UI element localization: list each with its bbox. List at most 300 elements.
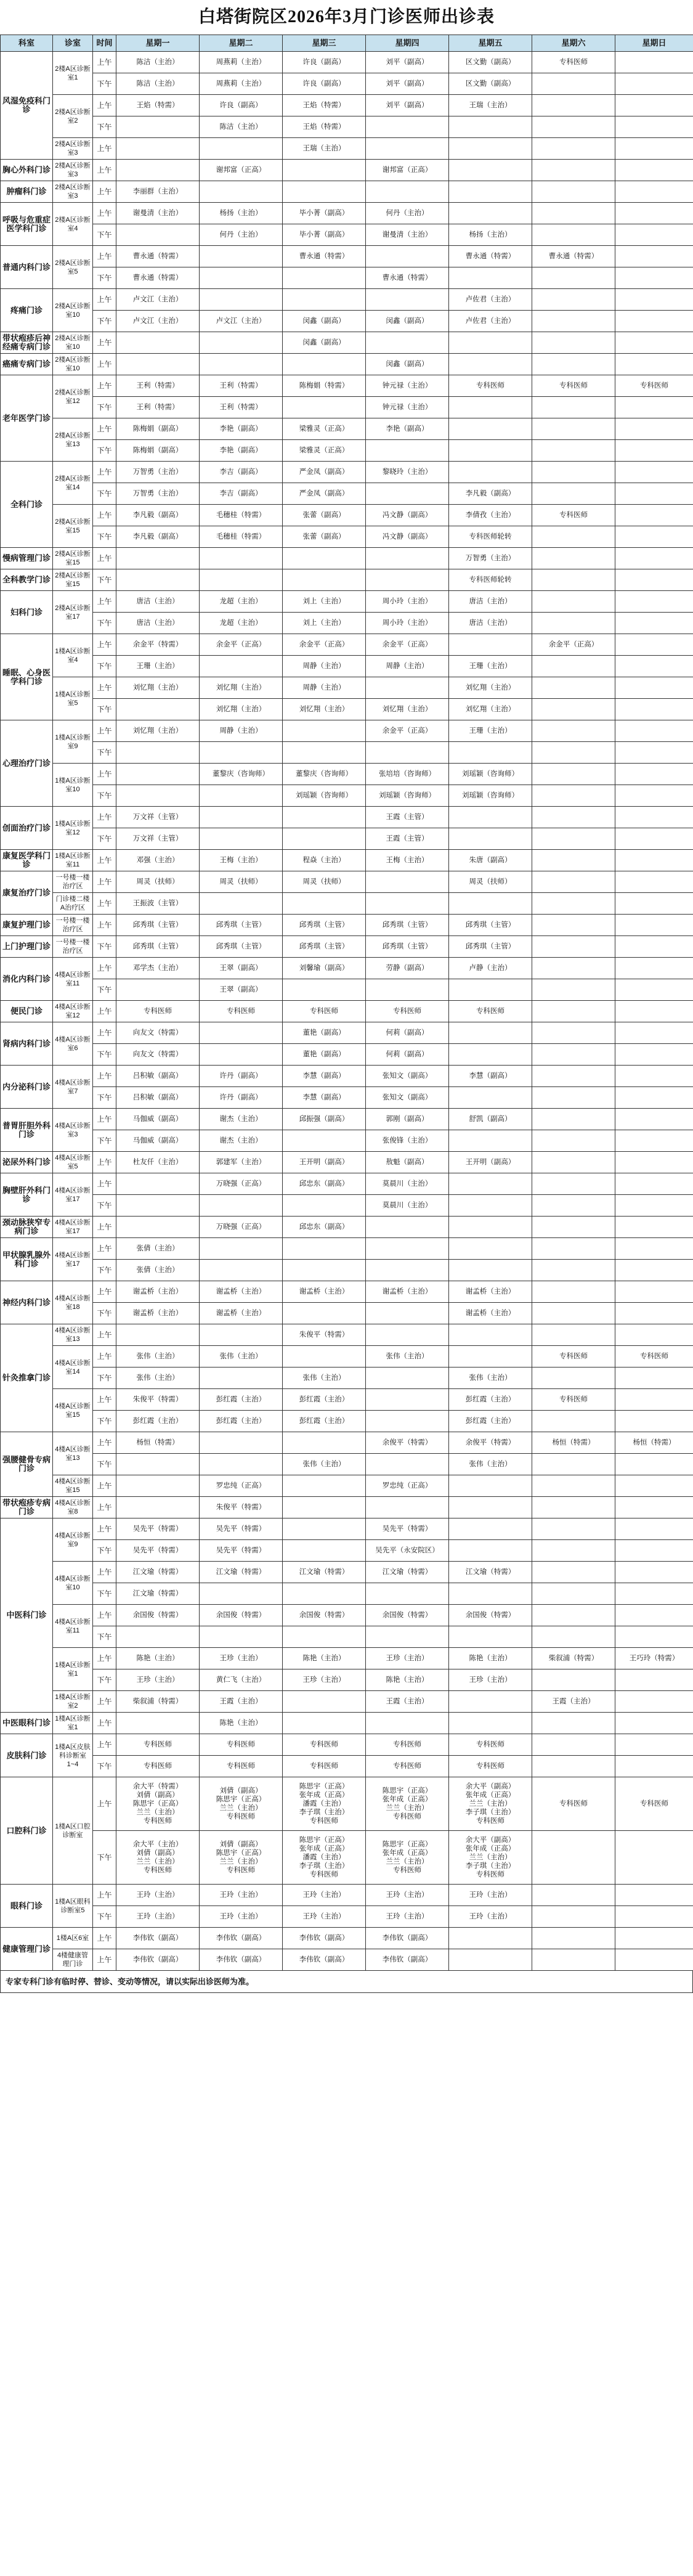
doctor-cell: 专科医师 xyxy=(449,375,532,397)
doctor-cell xyxy=(615,1906,693,1928)
doctor-cell: 谢孟桥（主治） xyxy=(449,1281,532,1303)
room-cell: 一号楼一楼治疗区 xyxy=(53,915,93,936)
doctor-cell xyxy=(449,397,532,418)
doctor-cell: 谢孟桥（主治） xyxy=(366,1281,449,1303)
schedule-row xyxy=(1,958,693,979)
doctor-cell xyxy=(615,807,693,828)
doctor-cell: 万智勇（主治） xyxy=(116,462,200,483)
doctor-cell xyxy=(615,1583,693,1605)
doctor-cell xyxy=(366,979,449,1001)
doctor-cell xyxy=(116,1454,200,1475)
time-cell: 上午 xyxy=(93,1885,116,1906)
doctor-cell xyxy=(366,116,449,138)
doctor-cell xyxy=(532,1583,615,1605)
doctor-cell xyxy=(366,1238,449,1260)
doctor-cell xyxy=(532,785,615,807)
schedule-row xyxy=(1,613,693,634)
doctor-cell xyxy=(615,1217,693,1238)
room-cell: 4楼A区诊断室3 xyxy=(53,1109,93,1152)
room-cell: 门诊楼二楼A治疗区 xyxy=(53,893,93,915)
doctor-cell xyxy=(615,138,693,160)
doctor-cell: 周灵（扶师） xyxy=(283,871,366,893)
doctor-cell xyxy=(532,267,615,289)
doctor-cell: 李艳（副高） xyxy=(366,418,449,440)
time-cell: 上午 xyxy=(93,1152,116,1173)
time-cell: 上午 xyxy=(93,1562,116,1583)
doctor-cell: 许良（副高） xyxy=(283,52,366,73)
doctor-cell xyxy=(449,116,532,138)
schedule-row xyxy=(1,1906,693,1928)
doctor-cell: 余金平（正高） xyxy=(366,634,449,656)
header-tue: 星期二 xyxy=(200,35,283,52)
doctor-cell: 余国俊（特需） xyxy=(449,1605,532,1626)
doctor-cell xyxy=(615,116,693,138)
doctor-cell: 专科医师 xyxy=(116,1756,200,1777)
doctor-cell xyxy=(615,871,693,893)
doctor-cell xyxy=(615,1454,693,1475)
doctor-cell xyxy=(283,1540,366,1562)
doctor-cell xyxy=(615,1260,693,1281)
doctor-cell: 卢静（主治） xyxy=(449,958,532,979)
schedule-row xyxy=(1,95,693,116)
doctor-cell xyxy=(532,1109,615,1130)
doctor-cell xyxy=(449,354,532,375)
doctor-cell: 余金平（正高） xyxy=(532,634,615,656)
doctor-cell xyxy=(449,332,532,354)
dept-cell: 针灸推拿门诊 xyxy=(1,1324,53,1432)
doctor-cell: 余国俊（特需） xyxy=(116,1605,200,1626)
doctor-cell: 王玲（主治） xyxy=(366,1885,449,1906)
doctor-cell xyxy=(615,1669,693,1691)
doctor-cell: 曹永通（特需） xyxy=(532,246,615,267)
doctor-cell xyxy=(366,138,449,160)
doctor-cell xyxy=(615,677,693,699)
doctor-cell: 刘平（副高） xyxy=(366,73,449,95)
doctor-cell xyxy=(615,1303,693,1324)
doctor-cell xyxy=(449,893,532,915)
doctor-cell xyxy=(283,1691,366,1713)
schedule-row xyxy=(1,1518,693,1540)
doctor-cell: 柴叙浦（特需） xyxy=(532,1648,615,1669)
doctor-cell: 周静（主治） xyxy=(283,677,366,699)
doctor-cell: 余大平（主治） 刘倩（副高） 兰兰（主治） 专科医师 xyxy=(116,1831,200,1885)
doctor-cell: 王珍（主治） xyxy=(283,1669,366,1691)
doctor-cell: 邱秀琪（主管） xyxy=(200,915,283,936)
time-cell: 下午 xyxy=(93,569,116,591)
doctor-cell: 万晓强（正高） xyxy=(200,1217,283,1238)
dept-cell: 老年医学门诊 xyxy=(1,375,53,462)
schedule-row xyxy=(1,1475,693,1497)
doctor-cell: 刘忆翔（主治） xyxy=(449,699,532,720)
doctor-cell: 唐洁（主治） xyxy=(116,591,200,613)
schedule-row xyxy=(1,1885,693,1906)
room-cell: 4楼A区诊断室6 xyxy=(53,1022,93,1066)
doctor-cell: 王珊（主治） xyxy=(449,656,532,677)
doctor-cell: 冯文静（副高） xyxy=(366,505,449,526)
room-cell: 1楼A区6室 xyxy=(53,1928,93,1949)
doctor-cell xyxy=(116,764,200,785)
time-cell: 上午 xyxy=(93,181,116,203)
header-time: 时间 xyxy=(93,35,116,52)
schedule-row xyxy=(1,397,693,418)
doctor-cell: 邓强（主治） xyxy=(116,850,200,871)
doctor-cell: 朱俊平（特需） xyxy=(283,1324,366,1346)
schedule-row xyxy=(1,52,693,73)
schedule-row xyxy=(1,1303,693,1324)
schedule-row xyxy=(1,1411,693,1432)
schedule-row xyxy=(1,699,693,720)
room-cell: 4楼A区诊断室11 xyxy=(53,958,93,1001)
room-cell: 1楼A区诊断室12 xyxy=(53,807,93,850)
doctor-cell: 专科医师 xyxy=(283,1734,366,1756)
doctor-cell xyxy=(615,203,693,224)
time-cell: 上午 xyxy=(93,591,116,613)
doctor-cell xyxy=(532,1303,615,1324)
doctor-cell xyxy=(532,1217,615,1238)
doctor-cell: 董黎庆（咨询师） xyxy=(200,764,283,785)
doctor-cell: 王利（特需） xyxy=(200,397,283,418)
doctor-cell xyxy=(366,677,449,699)
doctor-cell: 王霞（主治） xyxy=(366,1691,449,1713)
doctor-cell: 向友文（特需） xyxy=(116,1022,200,1044)
time-cell: 上午 xyxy=(93,1777,116,1831)
doctor-cell xyxy=(366,1367,449,1389)
doctor-cell: 谢孟桥（主治） xyxy=(116,1281,200,1303)
doctor-cell: 邱秀琪（主管） xyxy=(449,936,532,958)
time-cell: 上午 xyxy=(93,548,116,569)
doctor-cell xyxy=(532,1475,615,1497)
dept-cell: 全科教学门诊 xyxy=(1,569,53,591)
doctor-cell xyxy=(615,1130,693,1152)
room-cell: 1楼A区口腔诊断室 xyxy=(53,1777,93,1885)
doctor-cell: 曹永通（特需） xyxy=(449,246,532,267)
dept-cell: 内分泌科门诊 xyxy=(1,1066,53,1109)
doctor-cell: 陈思宇（正高） 张年成（正高） 潘霞（主治） 李子琪（主治） 专科医师 xyxy=(283,1777,366,1831)
doctor-cell xyxy=(283,742,366,764)
dept-cell: 甲状腺乳腺外科门诊 xyxy=(1,1238,53,1281)
room-cell: 4楼A区诊断室12 xyxy=(53,1001,93,1022)
time-cell: 上午 xyxy=(93,1346,116,1367)
schedule-row xyxy=(1,462,693,483)
doctor-cell: 专科医师 xyxy=(366,1734,449,1756)
doctor-cell xyxy=(532,613,615,634)
doctor-cell: 钟元禄（主治） xyxy=(366,375,449,397)
doctor-cell: 王利（特需） xyxy=(116,397,200,418)
doctor-cell xyxy=(200,569,283,591)
doctor-cell: 张伟（主治） xyxy=(116,1367,200,1389)
dept-cell: 康复医学科门诊 xyxy=(1,850,53,871)
room-cell: 1楼A区诊断室1 xyxy=(53,1713,93,1734)
doctor-cell xyxy=(615,1626,693,1648)
doctor-cell xyxy=(283,1497,366,1518)
doctor-cell xyxy=(615,958,693,979)
doctor-cell xyxy=(532,764,615,785)
doctor-cell xyxy=(200,1626,283,1648)
doctor-cell: 李凡毅（副高） xyxy=(449,483,532,505)
doctor-cell: 王焰（特需） xyxy=(283,116,366,138)
schedule-row xyxy=(1,1109,693,1130)
schedule-row xyxy=(1,1173,693,1195)
doctor-cell: 曹永通（特需） xyxy=(116,246,200,267)
dept-cell: 中医科门诊 xyxy=(1,1518,53,1713)
doctor-cell xyxy=(532,1324,615,1346)
schedule-row xyxy=(1,246,693,267)
doctor-cell: 刘忆翔（主治） xyxy=(200,699,283,720)
doctor-cell xyxy=(283,1195,366,1217)
doctor-cell: 谢孟桥（主治） xyxy=(116,1303,200,1324)
dept-cell: 全科门诊 xyxy=(1,462,53,548)
doctor-cell xyxy=(532,483,615,505)
doctor-cell: 万晓强（正高） xyxy=(200,1173,283,1195)
doctor-cell xyxy=(283,1475,366,1497)
doctor-cell: 专科医师轮转 xyxy=(449,526,532,548)
doctor-cell xyxy=(615,1389,693,1411)
doctor-cell: 劳静（副高） xyxy=(366,958,449,979)
schedule-row xyxy=(1,1949,693,1971)
doctor-cell xyxy=(449,1713,532,1734)
doctor-cell: 刘瑶颖（咨询师） xyxy=(449,764,532,785)
doctor-cell xyxy=(366,871,449,893)
page-title: 白塔街院区2026年3月门诊医师出诊表 xyxy=(198,7,495,26)
schedule-row xyxy=(1,526,693,548)
doctor-cell: 曹永通（特需） xyxy=(366,267,449,289)
doctor-cell: 钟元禄（主治） xyxy=(366,397,449,418)
schedule-row xyxy=(1,354,693,375)
doctor-cell: 刘忆翔（主治） xyxy=(116,720,200,742)
doctor-cell xyxy=(532,418,615,440)
doctor-cell: 王玲（主治） xyxy=(116,1885,200,1906)
room-cell: 2楼A区诊断室10 xyxy=(53,289,93,332)
time-cell: 下午 xyxy=(93,613,116,634)
doctor-cell xyxy=(615,440,693,462)
schedule-row xyxy=(1,375,693,397)
doctor-cell: 陈艳（主治） xyxy=(200,1713,283,1734)
doctor-cell: 罗忠纯（正高） xyxy=(200,1475,283,1497)
schedule-row xyxy=(1,915,693,936)
doctor-cell: 专科医师 xyxy=(200,1756,283,1777)
doctor-cell xyxy=(532,1626,615,1648)
doctor-cell: 许丹（副高） xyxy=(200,1087,283,1109)
doctor-cell xyxy=(615,591,693,613)
schedule-row xyxy=(1,1281,693,1303)
room-cell: 2楼A区诊断室14 xyxy=(53,462,93,505)
schedule-row xyxy=(1,1066,693,1087)
doctor-cell: 专科医师 xyxy=(532,1389,615,1411)
doctor-cell xyxy=(116,742,200,764)
dept-cell: 便民门诊 xyxy=(1,1001,53,1022)
time-cell: 下午 xyxy=(93,483,116,505)
doctor-cell: 敖魁（副高） xyxy=(366,1152,449,1173)
doctor-cell xyxy=(532,1087,615,1109)
doctor-cell xyxy=(615,505,693,526)
doctor-cell: 王梅（主治） xyxy=(366,850,449,871)
dept-cell: 胸壁肝外科门诊 xyxy=(1,1173,53,1217)
doctor-cell: 张伟（主治） xyxy=(366,1346,449,1367)
time-cell: 上午 xyxy=(93,418,116,440)
doctor-cell: 刘平（副高） xyxy=(366,52,449,73)
doctor-cell xyxy=(449,1518,532,1540)
doctor-cell xyxy=(200,1022,283,1044)
doctor-cell xyxy=(615,267,693,289)
doctor-cell xyxy=(615,548,693,569)
doctor-cell: 余金平（正高） xyxy=(200,634,283,656)
doctor-cell xyxy=(532,1044,615,1066)
doctor-cell: 董黎庆（咨询师） xyxy=(283,764,366,785)
doctor-cell: 余俊平（特需） xyxy=(366,1432,449,1454)
doctor-cell: 王玲（主治） xyxy=(449,1885,532,1906)
doctor-cell: 许丹（副高） xyxy=(200,1066,283,1087)
time-cell: 上午 xyxy=(93,720,116,742)
doctor-cell: 陈洁（主治） xyxy=(200,116,283,138)
schedule-row xyxy=(1,311,693,332)
doctor-cell xyxy=(532,138,615,160)
time-cell: 上午 xyxy=(93,1518,116,1540)
doctor-cell: 舒凯（副高） xyxy=(449,1109,532,1130)
schedule-row xyxy=(1,1260,693,1281)
doctor-cell: 李伟钦（副高） xyxy=(283,1928,366,1949)
dept-cell: 中医眼科门诊 xyxy=(1,1713,53,1734)
room-cell: 2楼A区诊断室13 xyxy=(53,418,93,462)
doctor-cell: 陈梅娟（副高） xyxy=(116,418,200,440)
doctor-cell: 江文瑜（特需） xyxy=(200,1562,283,1583)
doctor-cell xyxy=(615,1831,693,1885)
doctor-cell: 张倩（主治） xyxy=(116,1260,200,1281)
schedule-row xyxy=(1,1389,693,1411)
dept-cell: 神经内科门诊 xyxy=(1,1281,53,1324)
doctor-cell: 王珍（主治） xyxy=(116,1669,200,1691)
doctor-cell: 陈艳（主治） xyxy=(366,1669,449,1691)
schedule-row xyxy=(1,591,693,613)
schedule-row xyxy=(1,116,693,138)
schedule-row xyxy=(1,1691,693,1713)
dept-cell: 创面治疗门诊 xyxy=(1,807,53,850)
doctor-cell: 杜友仟（主治） xyxy=(116,1152,200,1173)
doctor-cell xyxy=(366,1389,449,1411)
doctor-cell xyxy=(366,1497,449,1518)
doctor-cell xyxy=(532,742,615,764)
doctor-cell xyxy=(615,1281,693,1303)
doctor-cell: 王霞（主治） xyxy=(200,1691,283,1713)
room-cell: 2楼A区诊断室2 xyxy=(53,95,93,138)
doctor-cell xyxy=(615,1475,693,1497)
schedule-row xyxy=(1,1713,693,1734)
time-cell: 下午 xyxy=(93,116,116,138)
doctor-cell xyxy=(449,181,532,203)
doctor-cell xyxy=(449,634,532,656)
doctor-cell: 李伟钦（副高） xyxy=(366,1928,449,1949)
doctor-cell xyxy=(366,548,449,569)
time-cell: 上午 xyxy=(93,354,116,375)
doctor-cell xyxy=(615,1949,693,1971)
doctor-cell xyxy=(200,1583,283,1605)
doctor-cell: 江文瑜（特需） xyxy=(116,1562,200,1583)
doctor-cell xyxy=(449,1217,532,1238)
doctor-cell xyxy=(116,1713,200,1734)
time-cell: 下午 xyxy=(93,699,116,720)
doctor-cell: 张倩（主治） xyxy=(116,1238,200,1260)
schedule-row xyxy=(1,1217,693,1238)
doctor-cell: 余金平（特需） xyxy=(116,634,200,656)
doctor-cell xyxy=(532,1518,615,1540)
time-cell: 上午 xyxy=(93,289,116,311)
doctor-cell: 闵鑫（副高） xyxy=(366,354,449,375)
room-cell: 1楼A区诊断室4 xyxy=(53,634,93,677)
doctor-cell xyxy=(116,1324,200,1346)
doctor-cell xyxy=(615,1411,693,1432)
doctor-cell xyxy=(449,1540,532,1562)
doctor-cell xyxy=(615,1367,693,1389)
dept-cell: 眼科门诊 xyxy=(1,1885,53,1928)
time-cell: 上午 xyxy=(93,1389,116,1411)
schedule-row xyxy=(1,181,693,203)
doctor-cell: 邱秀琪（主管） xyxy=(449,915,532,936)
doctor-cell: 李伟钦（副高） xyxy=(116,1949,200,1971)
doctor-cell xyxy=(615,1518,693,1540)
time-cell: 下午 xyxy=(93,1303,116,1324)
time-cell: 下午 xyxy=(93,267,116,289)
doctor-cell: 区文勤（副高） xyxy=(449,73,532,95)
doctor-cell: 邱秀琪（主管） xyxy=(283,915,366,936)
dept-cell: 疼痛门诊 xyxy=(1,289,53,332)
doctor-cell xyxy=(283,289,366,311)
time-cell: 下午 xyxy=(93,1756,116,1777)
doctor-cell xyxy=(615,311,693,332)
doctor-cell: 郭建军（主治） xyxy=(200,1152,283,1173)
header-fri: 星期五 xyxy=(449,35,532,52)
doctor-cell: 余金平（正高） xyxy=(283,634,366,656)
doctor-cell xyxy=(532,1928,615,1949)
doctor-cell: 专科医师 xyxy=(366,1756,449,1777)
doctor-cell: 王瑞（主治） xyxy=(449,95,532,116)
doctor-cell: 陈艳（主治） xyxy=(116,1648,200,1669)
doctor-cell xyxy=(532,699,615,720)
doctor-cell: 毕小菁（副高） xyxy=(283,203,366,224)
doctor-cell: 陈艳（主治） xyxy=(449,1648,532,1669)
doctor-cell xyxy=(116,354,200,375)
doctor-cell: 王玲（主治） xyxy=(283,1885,366,1906)
doctor-cell: 江文瑜（特需） xyxy=(283,1562,366,1583)
doctor-cell: 谢孟桥（主治） xyxy=(200,1303,283,1324)
doctor-cell xyxy=(200,138,283,160)
header-mon: 星期一 xyxy=(116,35,200,52)
doctor-cell xyxy=(615,915,693,936)
dept-cell: 上门护理门诊 xyxy=(1,936,53,958)
doctor-cell xyxy=(200,548,283,569)
doctor-cell: 周静（主治） xyxy=(200,720,283,742)
doctor-cell: 彭红霞（主治） xyxy=(200,1411,283,1432)
doctor-cell: 专科医师 xyxy=(532,1346,615,1367)
schedule-row xyxy=(1,1540,693,1562)
doctor-cell xyxy=(116,1626,200,1648)
header-row xyxy=(1,35,693,52)
doctor-cell: 李凡毅（副高） xyxy=(116,505,200,526)
doctor-cell xyxy=(532,1562,615,1583)
time-cell: 下午 xyxy=(93,979,116,1001)
doctor-cell: 何丹（主治） xyxy=(366,203,449,224)
doctor-cell xyxy=(615,764,693,785)
schedule-body xyxy=(1,52,693,1971)
doctor-cell: 王玲（主治） xyxy=(283,1906,366,1928)
doctor-cell: 曹永通（特需） xyxy=(116,267,200,289)
time-cell: 上午 xyxy=(93,634,116,656)
time-cell: 上午 xyxy=(93,1001,116,1022)
room-cell: 4楼A区诊断室17 xyxy=(53,1173,93,1217)
doctor-cell: 李慧（副高） xyxy=(449,1066,532,1087)
time-cell: 上午 xyxy=(93,1648,116,1669)
doctor-cell: 周灵（扶师） xyxy=(449,871,532,893)
doctor-cell: 张俊锋（主治） xyxy=(366,1130,449,1152)
room-cell: 4楼A区诊断室10 xyxy=(53,1562,93,1605)
